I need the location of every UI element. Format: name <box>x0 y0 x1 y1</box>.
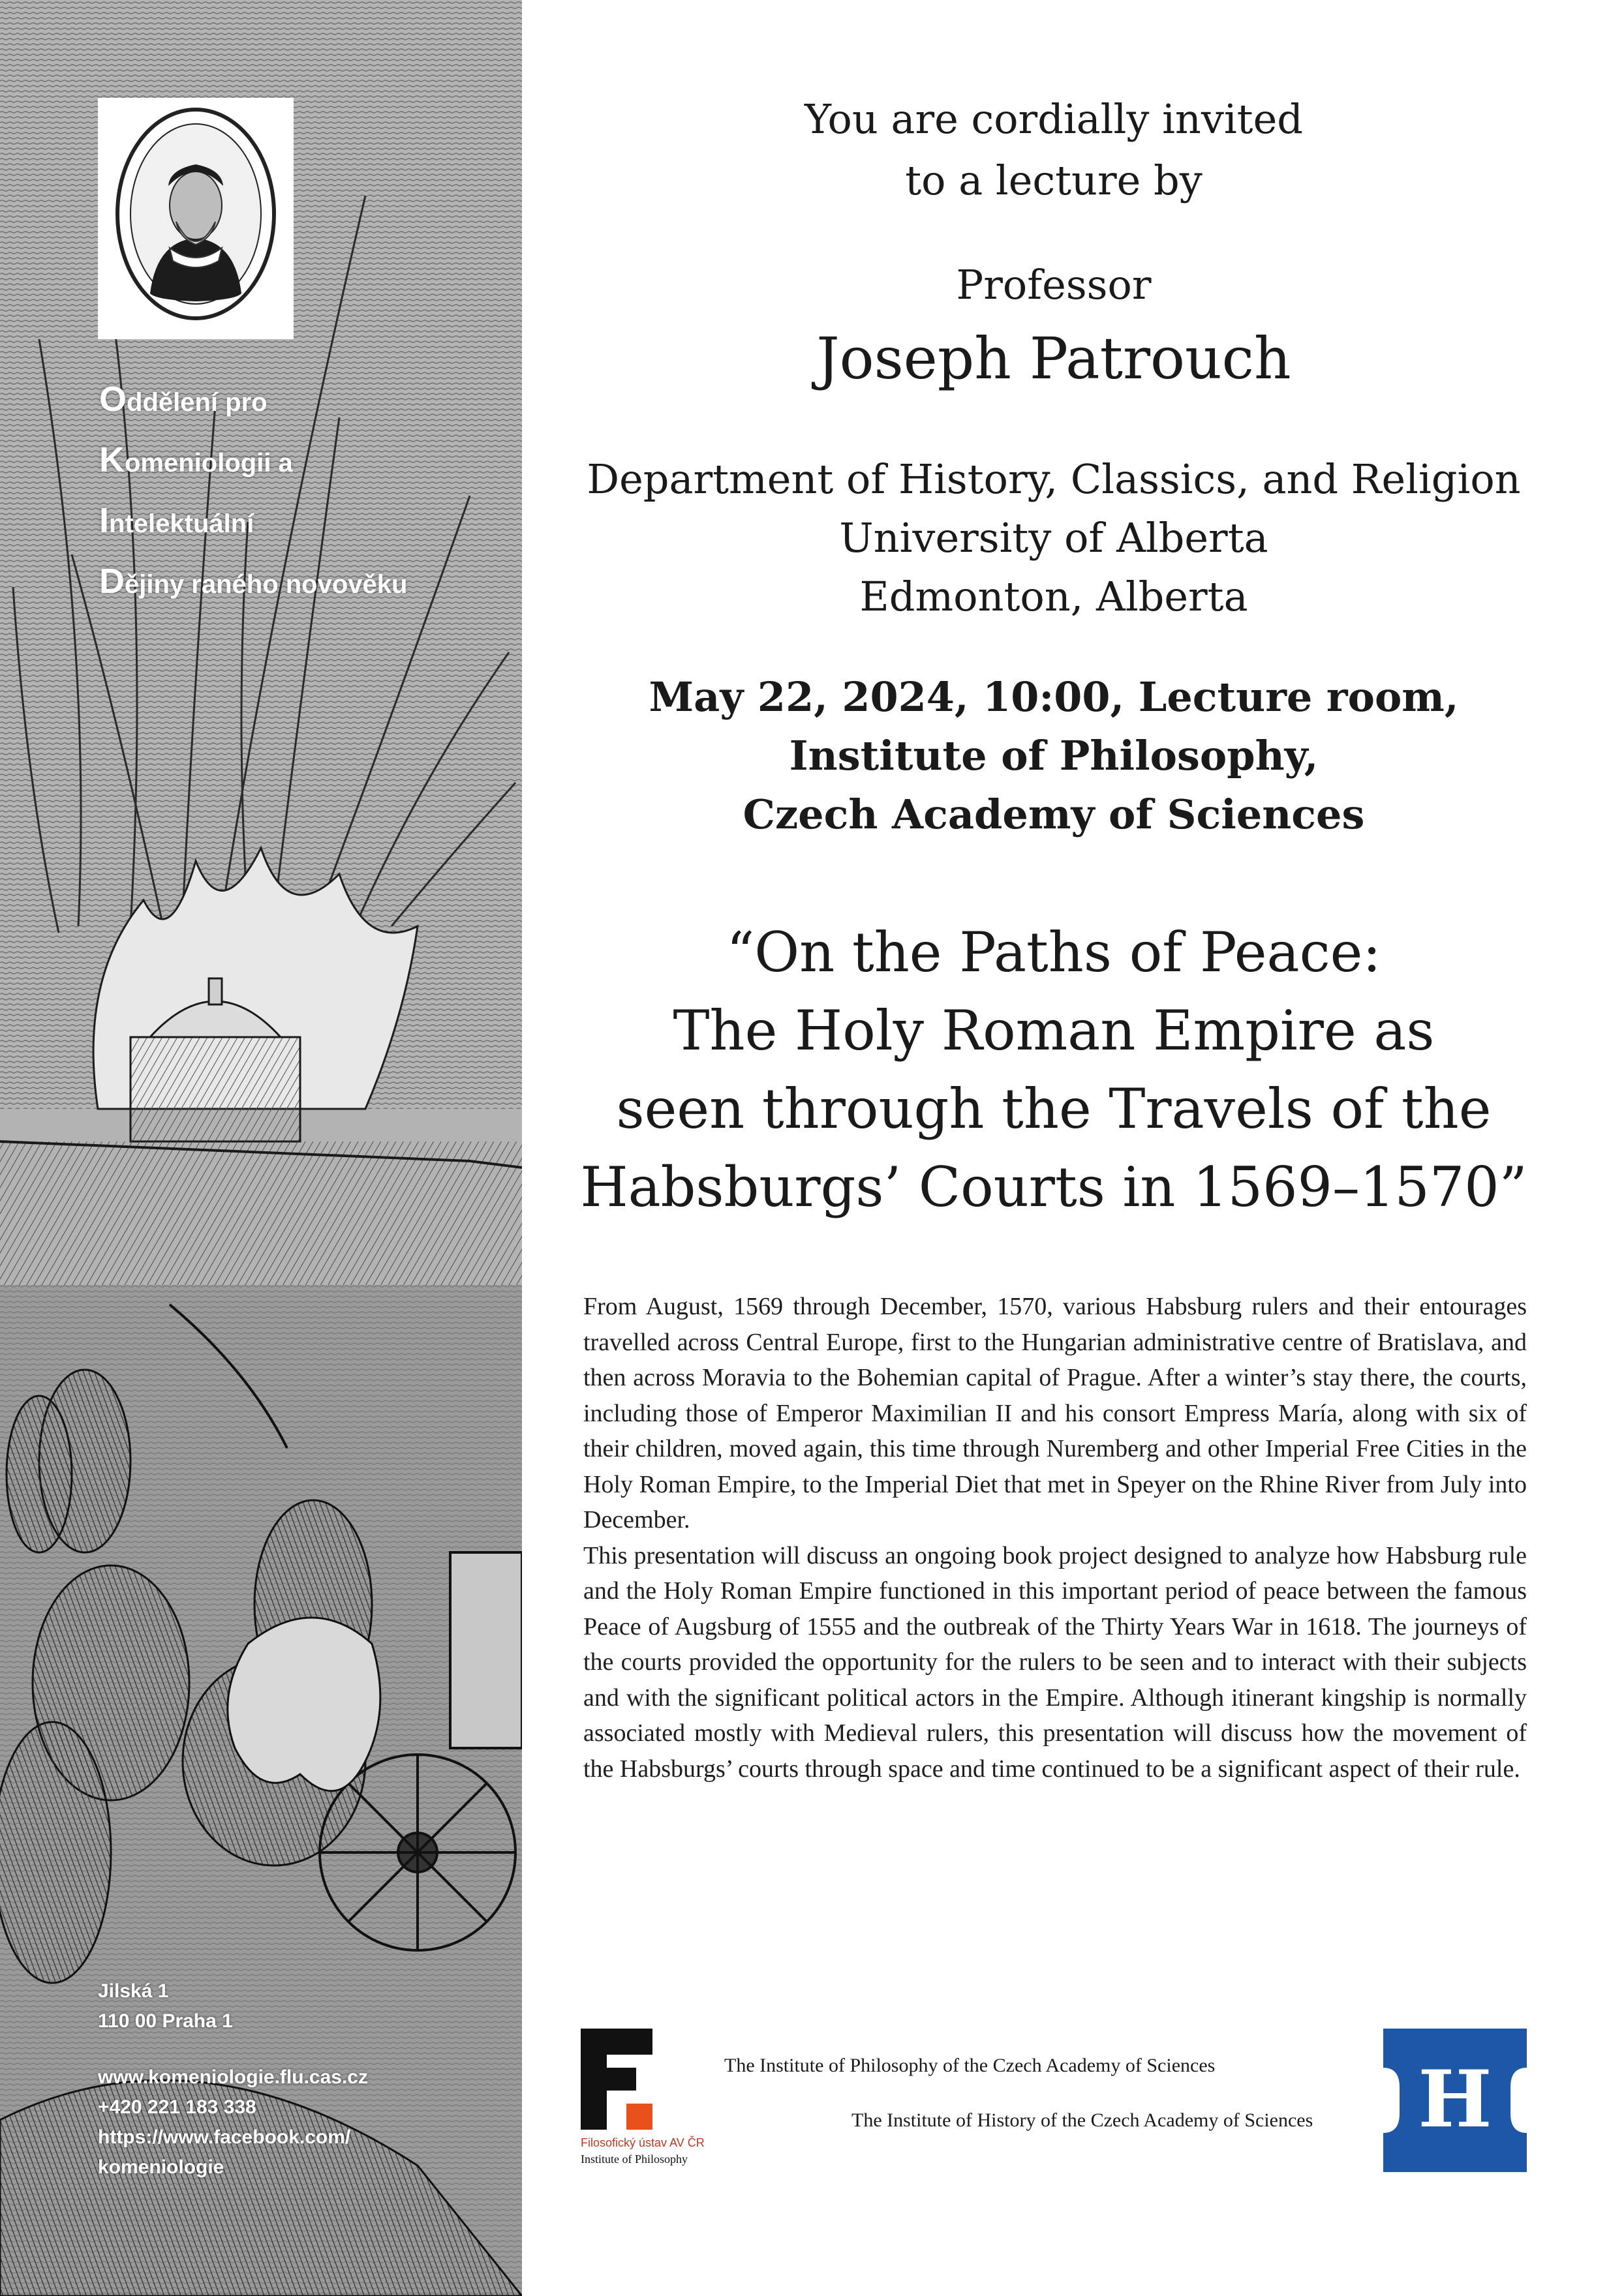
event-line: Institute of Philosophy, <box>789 732 1319 779</box>
address-street: Jilská 1 <box>98 1980 169 2002</box>
h-letter-icon <box>1383 2029 1527 2172</box>
institute-history-name: The Institute of History of the Czech Academy of Sciences <box>851 2109 1313 2131</box>
f-letter-icon <box>581 2029 659 2133</box>
h-letter: H <box>1418 2053 1492 2145</box>
invitation-line: to a lecture by <box>905 157 1203 204</box>
invitation-content <box>522 0 1624 2296</box>
initial-letter: D <box>99 562 125 601</box>
lecture-abstract <box>583 1289 1527 1787</box>
initial-letter: O <box>99 380 127 419</box>
lecture-title-line: The Holy Roman Empire as <box>673 999 1435 1063</box>
lecture-title-line: “On the Paths of Peace: <box>726 920 1381 984</box>
engraving-illustration <box>0 0 522 2296</box>
affiliation-line: Edmonton, Alberta <box>859 573 1248 620</box>
website-link[interactable]: www.komeniologie.flu.cas.cz <box>98 2066 368 2088</box>
department-line <box>99 492 504 552</box>
abstract-paragraph: This presentation will discuss an ongoing book project designed to analyze how Habsburg rule and the Holy Roman Empire functioned in this important period of peace between the famous Peace of Augsburg of 1555 and the outbreak of the Thirty Years War in 1618. The journeys of the courts provided the opportunity for the rulers to be seen and to interact with their subjects and with the significant political actors in the Empire. Although itinerant kingship is normally associated mostly with Medieval rulers, this presentation will discuss how the movement of the Habsburgs’ courts through space and time continued to be a significant aspect of their rule. <box>583 1541 1527 1783</box>
engraving-panel <box>0 0 522 2296</box>
institute-of-philosophy-logo <box>581 2029 711 2185</box>
department-text: omeniologii a <box>125 449 293 477</box>
address-city: 110 00 Praha 1 <box>98 2010 233 2032</box>
lecture-title-line: seen through the Travels of the <box>616 1077 1492 1141</box>
abstract-paragraph: From August, 1569 through December, 1570, various Habsburg rulers and their entourages travelled across Central Europe, first to the Hungarian administrative centre of Bratislava, and then across Moravia to the Bohemian capital of Prague. After a winter’s stay there, the courts, including those of Emperor Maximilian II and his consort Empress María, along with six of their children, moved again, this time through Nuremberg and other Imperial Free Cities in the Holy Roman Empire, to the Imperial Diet that met in Speyer on the Rhine River from July into December. <box>583 1293 1527 1533</box>
event-line: May 22, 2024, 10:00, Lecture room, <box>649 673 1459 721</box>
affiliation-line: Department of History, Classics, and Religion <box>587 455 1521 503</box>
institute-philosophy-name: The Institute of Philosophy of the Czech Academy of Sciences <box>724 2055 1216 2076</box>
logo-caption-english: Institute of Philosophy <box>581 2152 688 2166</box>
department-text: ějiny raného novověku <box>125 570 408 599</box>
portrait-engraving <box>98 98 294 339</box>
department-line <box>99 431 504 492</box>
lecture-title <box>522 913 1586 1226</box>
facebook-link-continued[interactable]: komeniologie <box>98 2156 224 2178</box>
department-text: ntelektuální <box>109 509 254 538</box>
speaker-affiliation <box>522 450 1586 626</box>
facebook-link[interactable]: https://www.facebook.com/ <box>98 2126 351 2148</box>
department-line <box>99 552 504 613</box>
affiliation-line: University of Alberta <box>839 514 1268 562</box>
initial-letter: I <box>99 501 110 540</box>
spacer <box>98 2036 489 2062</box>
institute-of-history-logo <box>1383 2029 1527 2172</box>
initial-letter: K <box>99 440 125 479</box>
event-line: Czech Academy of Sciences <box>743 791 1365 838</box>
invitation-line: You are cordially invited <box>804 95 1303 143</box>
department-name <box>99 370 504 613</box>
comenius-portrait <box>98 98 294 339</box>
lecture-title-line: Habsburgs’ Courts in 1569–1570” <box>580 1155 1527 1219</box>
phone-number: +420 221 183 338 <box>98 2096 256 2118</box>
department-text: ddělení pro <box>127 388 268 417</box>
contact-block <box>98 1976 489 2183</box>
department-line <box>99 370 504 431</box>
event-details <box>522 668 1586 844</box>
invitation-intro <box>522 89 1586 211</box>
speaker-title: Professor <box>956 261 1152 309</box>
logo-caption-czech: Filosofický ústav AV ČR <box>581 2136 705 2149</box>
speaker-name: Joseph Patrouch <box>816 325 1291 392</box>
